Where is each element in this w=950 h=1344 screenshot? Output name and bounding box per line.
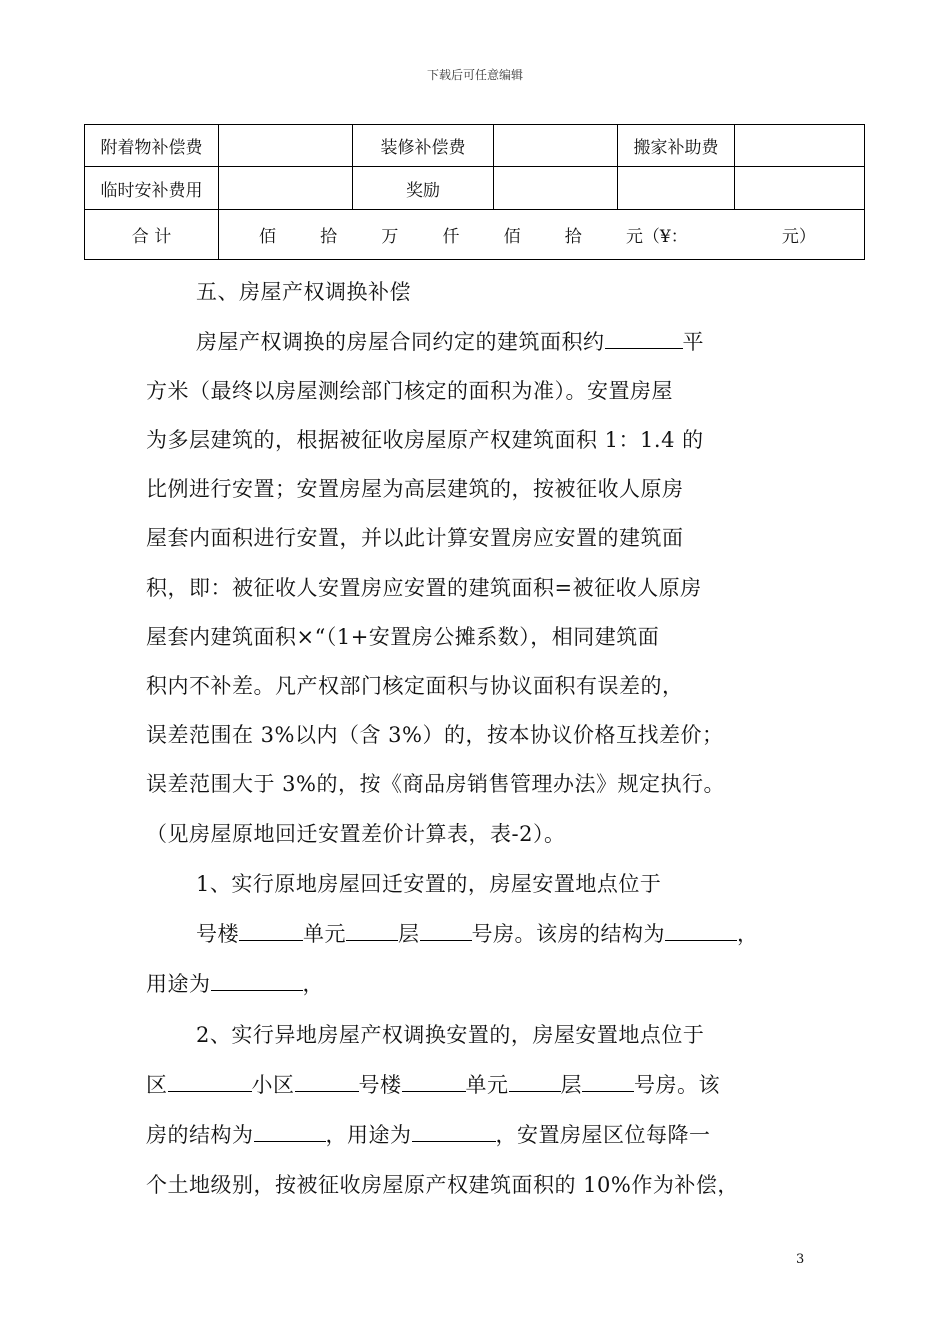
label-text: ，用途为 xyxy=(325,1123,412,1147)
yuan-end-label: 元） xyxy=(781,227,816,247)
total-label: 合 计 xyxy=(85,210,219,260)
unit-label: 拾 xyxy=(320,227,338,247)
table-cell xyxy=(618,167,735,210)
blank-floor xyxy=(420,918,472,941)
item1-line xyxy=(146,968,324,998)
para-text: 平 xyxy=(682,330,704,354)
blank-building xyxy=(402,1069,466,1092)
blank-structure xyxy=(665,918,737,941)
blank-structure xyxy=(254,1119,326,1142)
para-line: 比例进行安置；安置房屋为高层建筑的，按被征收人原房 xyxy=(146,477,684,501)
label-text: 区 xyxy=(146,1073,168,1097)
table-cell: 附着物补偿费 xyxy=(85,125,219,167)
yuan-symbol-label: 元（¥： xyxy=(625,227,688,247)
table-row-total xyxy=(85,210,865,260)
label-text: 号房。该房的结构为 xyxy=(471,922,665,946)
table-cell: 装修补偿费 xyxy=(353,125,494,167)
item2-line xyxy=(146,1119,711,1149)
unit-label: 佰 xyxy=(259,227,276,247)
table-row xyxy=(85,167,865,210)
label-text: 单元 xyxy=(465,1073,509,1097)
unit-label: 仟 xyxy=(442,227,460,247)
table-cell xyxy=(735,167,865,210)
blank-community xyxy=(295,1069,359,1092)
item2-line: 2、实行异地房屋产权调换安置的，房屋安置地点位于 xyxy=(196,1023,705,1047)
para-line: （见房屋原地回迁安置差价计算表，表-2）。 xyxy=(146,822,566,846)
table-cell: 奖励 xyxy=(353,167,494,210)
label-text: ，安置房屋区位每降一 xyxy=(495,1123,711,1147)
label-text: 号楼 xyxy=(358,1073,402,1097)
table-cell xyxy=(494,125,618,167)
para-line xyxy=(196,326,704,356)
label-text: 单元 xyxy=(303,922,346,946)
table-cell: 临时安补费用 xyxy=(85,167,219,210)
compensation-table xyxy=(84,124,865,260)
label-text: 号楼 xyxy=(196,922,239,946)
unit-label: 万 xyxy=(381,227,399,247)
label-text: 用途为 xyxy=(146,972,211,996)
blank-usage xyxy=(412,1119,496,1142)
section-title: 五、房屋产权调换补偿 xyxy=(196,280,411,304)
blank-district xyxy=(168,1069,252,1092)
para-line: 积，即：被征收人安置房应安置的建筑面积=被征收人原房 xyxy=(146,576,702,600)
para-line: 误差范围在 3%以内（含 3%）的，按本协议价格互找差价； xyxy=(146,723,724,747)
table-cell xyxy=(735,125,865,167)
para-line: 方米（最终以房屋测绘部门核定的面积为准）。安置房屋 xyxy=(146,379,673,403)
table-row xyxy=(85,125,865,167)
item1-line xyxy=(196,918,759,948)
blank-unit xyxy=(509,1069,561,1092)
label-text: 层 xyxy=(398,922,420,946)
para-text: 房屋产权调换的房屋合同约定的建筑面积约 xyxy=(196,330,605,354)
label-text: ， xyxy=(302,972,324,996)
item1-line: 1、实行原地房屋回迁安置的，房屋安置地点位于 xyxy=(196,872,662,896)
page-number: 3 xyxy=(796,1252,805,1267)
table-cell xyxy=(219,125,353,167)
table-cell xyxy=(219,167,353,210)
table-cell: 搬家补助费 xyxy=(618,125,735,167)
unit-label: 佰 xyxy=(503,227,521,247)
para-line: 为多层建筑的，根据被征收房屋原产权建筑面积 1：1.4 的 xyxy=(146,428,704,452)
item2-line xyxy=(146,1069,720,1099)
blank-unit xyxy=(346,918,398,941)
item2-line: 个土地级别，按被征收房屋原产权建筑面积的 10%作为补偿， xyxy=(146,1173,739,1197)
header-note: 下载后可任意编辑 xyxy=(426,68,523,82)
blank-usage xyxy=(211,968,303,991)
label-text: 房的结构为 xyxy=(146,1123,254,1147)
total-amount-cell xyxy=(219,210,865,260)
label-text: 号房。该 xyxy=(634,1073,720,1097)
label-text: 层 xyxy=(560,1073,582,1097)
para-line: 屋套内面积进行安置，并以此计算安置房应安置的建筑面 xyxy=(146,526,684,550)
blank-building xyxy=(239,918,303,941)
unit-label: 拾 xyxy=(564,227,582,247)
para-line: 屋套内建筑面积×“（1+安置房公摊系数），相同建筑面 xyxy=(146,625,660,649)
para-line: 积内不补差。凡产权部门核定面积与协议面积有误差的， xyxy=(146,674,684,698)
para-line: 误差范围大于 3%的，按《商品房销售管理办法》规定执行。 xyxy=(146,772,725,796)
label-text: ， xyxy=(737,922,759,946)
table-cell xyxy=(494,167,618,210)
blank-floor xyxy=(582,1069,634,1092)
blank-area xyxy=(605,326,683,349)
label-text: 小区 xyxy=(251,1073,295,1097)
